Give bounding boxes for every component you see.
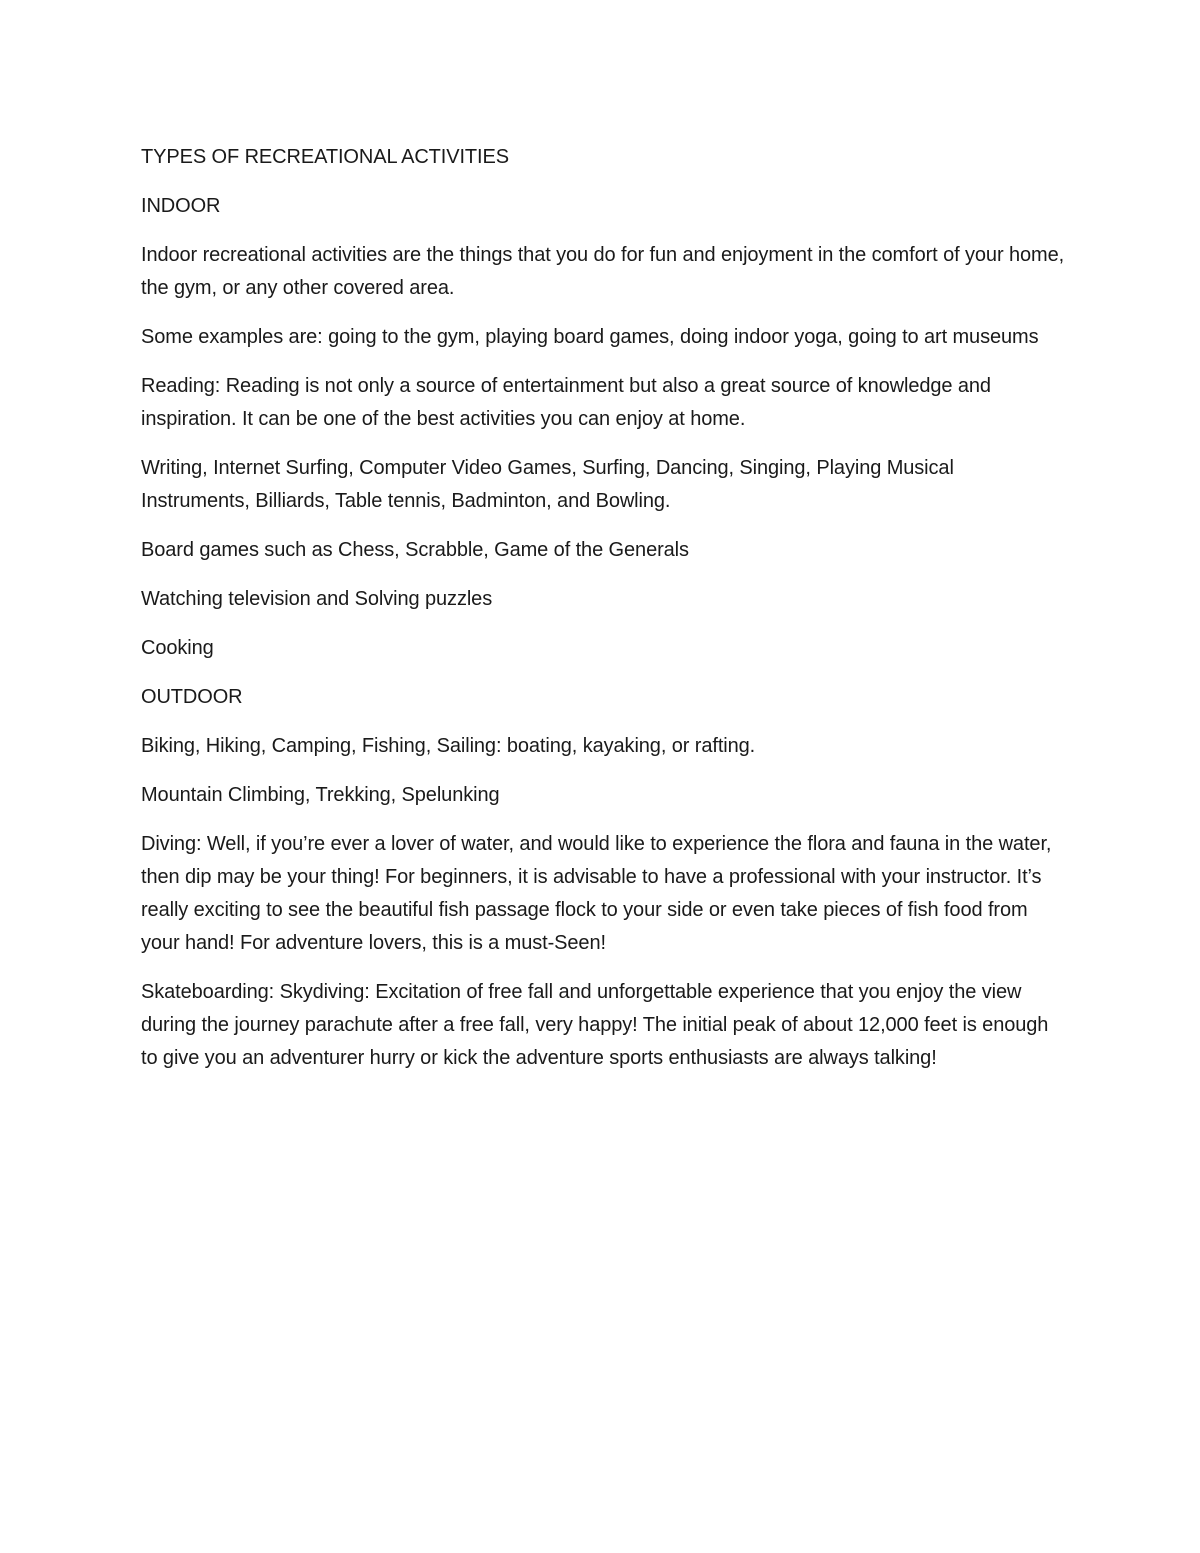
cooking-paragraph: Cooking (141, 637, 214, 659)
diving-paragraph: Diving: Well, if you’re ever a lover of water, and would like to experience the flora and fauna in the water, then dip may be your thing! For beginners, it is advisable to have a professional with your instructor. It’s really exciting to see the beautiful fish passage flock to your side or even take pieces of fish food from your hand! For adventure lovers, this is a must-Seen! (141, 833, 1052, 954)
skydiving-paragraph: Skateboarding: Skydiving: Excitation of free fall and unforgettable experience that you enjoy the view during the journey parachute after a free fall, very happy! The initial peak of about 12,000 feet is enough to give you an adventurer hurry or kick the adventure sports enthusiasts are always talking! (141, 981, 1049, 1069)
reading-paragraph: Reading: Reading is not only a source of entertainment but also a great source of knowledge and inspiration. It can be one of the best activities you can enjoy at home. (141, 375, 991, 430)
indoor-intro-paragraph: Indoor recreational activities are the things that you do for fun and enjoyment in the comfort of your home, the gym, or any other covered area. (141, 244, 1065, 299)
writing-list-paragraph: Writing, Internet Surfing, Computer Video Games, Surfing, Dancing, Singing, Playing Musical Instruments, Billiards, Table tennis, Badminton, and Bowling. (141, 457, 954, 512)
board-games-paragraph: Board games such as Chess, Scrabble, Game of the Generals (141, 539, 689, 561)
outdoor-list-paragraph: Biking, Hiking, Camping, Fishing, Sailing: boating, kayaking, or rafting. (141, 735, 756, 757)
document-title: TYPES OF RECREATIONAL ACTIVITIES (141, 146, 509, 168)
indoor-examples-paragraph: Some examples are: going to the gym, playing board games, doing indoor yoga, going to art museums (141, 326, 1039, 348)
tv-puzzles-paragraph: Watching television and Solving puzzles (141, 588, 493, 610)
outdoor-heading: OUTDOOR (141, 686, 243, 708)
indoor-heading: INDOOR (141, 195, 221, 217)
mountain-paragraph: Mountain Climbing, Trekking, Spelunking (141, 784, 500, 806)
document-body (141, 141, 1066, 1091)
